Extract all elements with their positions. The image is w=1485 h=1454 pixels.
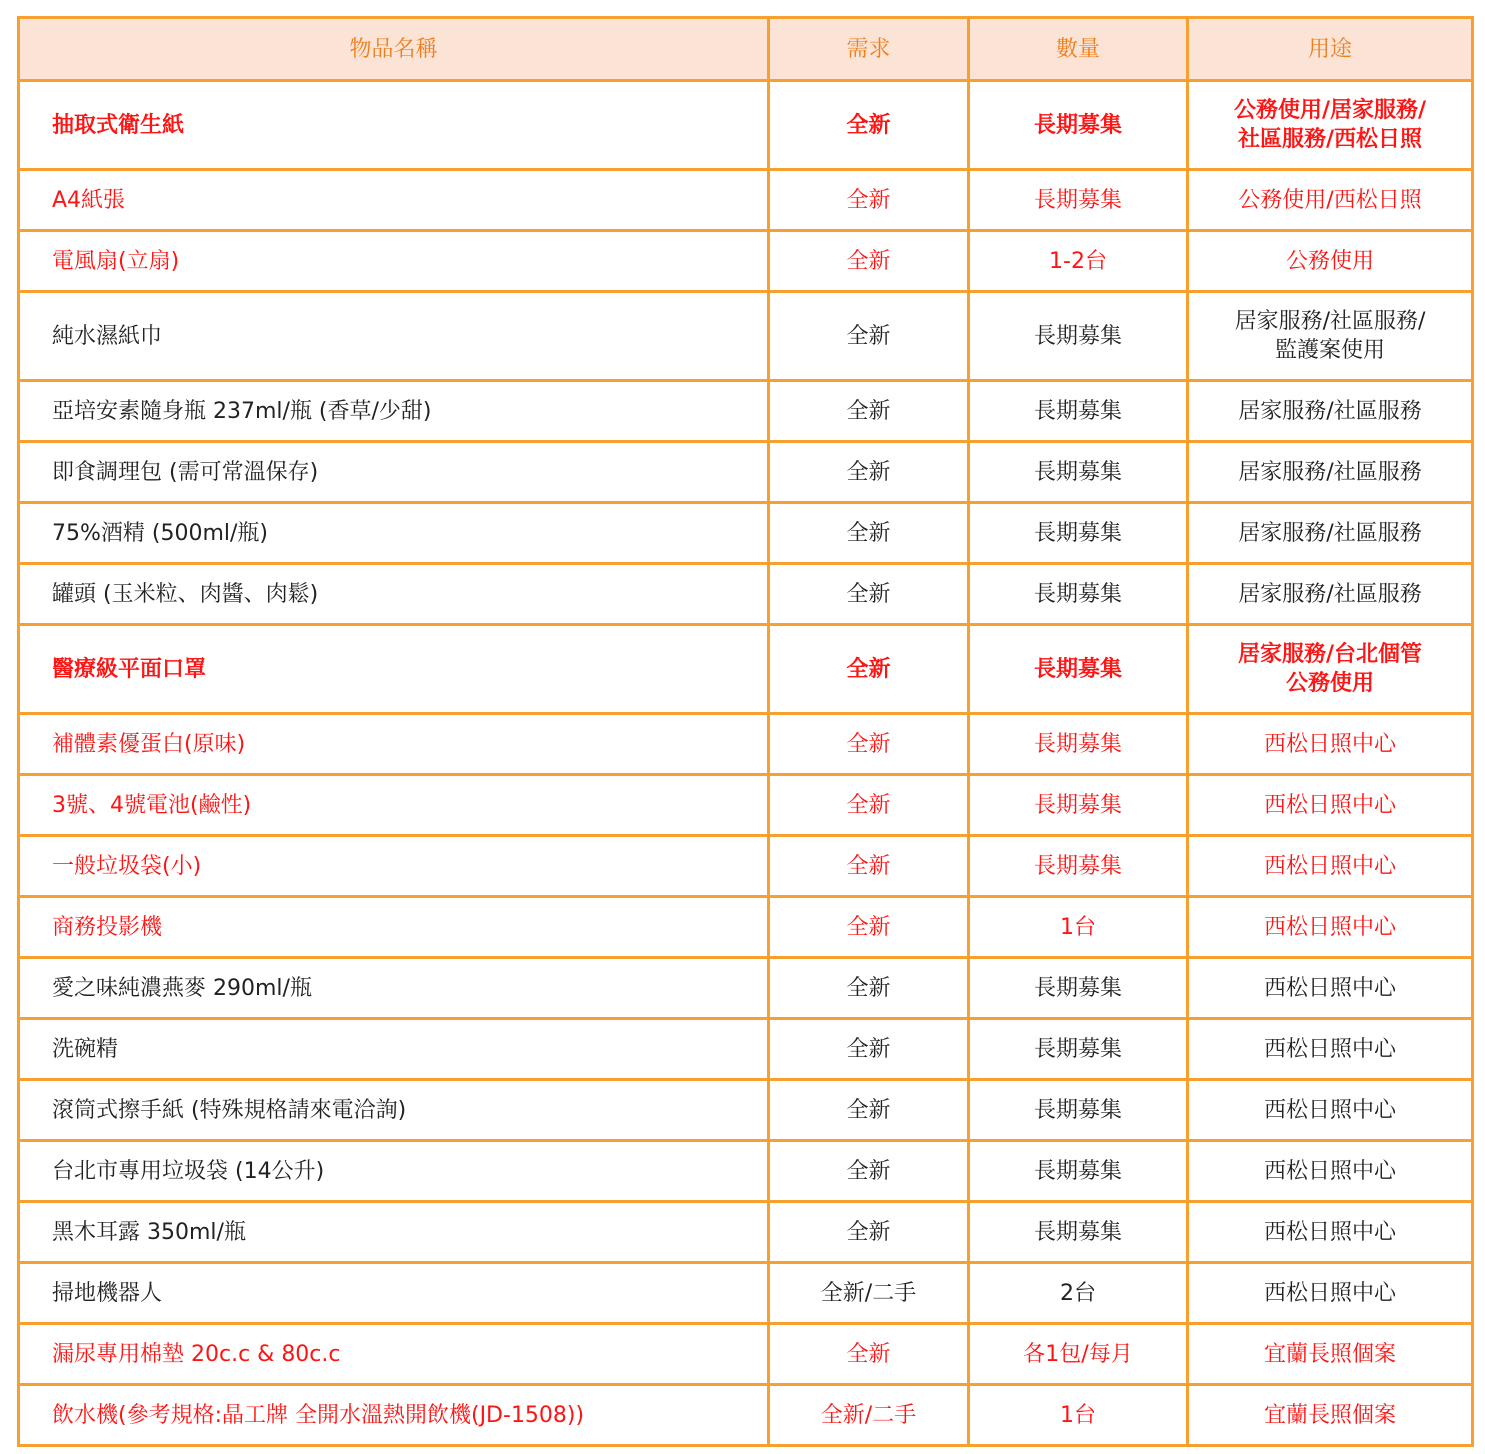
table-row <box>19 1324 1473 1385</box>
header-quantity: 數量 <box>969 18 1188 81</box>
donation-items-table <box>17 16 1474 1447</box>
item-need: 全新 <box>769 1019 969 1080</box>
table-header-row <box>19 18 1473 81</box>
item-purpose: 西松日照中心 <box>1188 1263 1473 1324</box>
item-need: 全新 <box>769 714 969 775</box>
table-row <box>19 714 1473 775</box>
table-row <box>19 1141 1473 1202</box>
table-body <box>19 81 1473 1446</box>
item-purpose: 居家服務/社區服務 <box>1188 381 1473 442</box>
table-row <box>19 381 1473 442</box>
item-purpose: 居家服務/社區服務 <box>1188 503 1473 564</box>
item-quantity: 各1包/每月 <box>969 1324 1188 1385</box>
table-row <box>19 897 1473 958</box>
item-purpose: 西松日照中心 <box>1188 1202 1473 1263</box>
item-name: 補體素優蛋白(原味) <box>19 714 769 775</box>
table-row <box>19 292 1473 381</box>
item-need: 全新/二手 <box>769 1263 969 1324</box>
header-item-name: 物品名稱 <box>19 18 769 81</box>
item-quantity: 長期募集 <box>969 775 1188 836</box>
table-row <box>19 1385 1473 1446</box>
item-purpose: 西松日照中心 <box>1188 958 1473 1019</box>
item-need: 全新 <box>769 442 969 503</box>
item-need: 全新 <box>769 897 969 958</box>
table-row <box>19 1263 1473 1324</box>
item-purpose: 居家服務/社區服務 <box>1188 442 1473 503</box>
item-name: 一般垃圾袋(小) <box>19 836 769 897</box>
item-quantity: 1台 <box>969 1385 1188 1446</box>
table-row <box>19 836 1473 897</box>
item-quantity: 2台 <box>969 1263 1188 1324</box>
item-name: A4紙張 <box>19 170 769 231</box>
table-row <box>19 442 1473 503</box>
item-quantity: 長期募集 <box>969 958 1188 1019</box>
item-purpose: 西松日照中心 <box>1188 836 1473 897</box>
item-quantity: 長期募集 <box>969 714 1188 775</box>
item-name: 漏尿專用棉墊 20c.c & 80c.c <box>19 1324 769 1385</box>
item-name: 掃地機器人 <box>19 1263 769 1324</box>
item-quantity: 長期募集 <box>969 170 1188 231</box>
item-need: 全新 <box>769 1080 969 1141</box>
item-quantity: 長期募集 <box>969 81 1188 170</box>
item-purpose: 居家服務/社區服務 <box>1188 564 1473 625</box>
table-row <box>19 958 1473 1019</box>
item-name: 純水濕紙巾 <box>19 292 769 381</box>
item-need: 全新 <box>769 625 969 714</box>
item-name: 即食調理包 (需可常溫保存) <box>19 442 769 503</box>
item-purpose: 宜蘭長照個案 <box>1188 1385 1473 1446</box>
table-row <box>19 775 1473 836</box>
item-purpose: 公務使用/西松日照 <box>1188 170 1473 231</box>
item-quantity: 1台 <box>969 897 1188 958</box>
item-quantity: 長期募集 <box>969 292 1188 381</box>
item-quantity: 長期募集 <box>969 1080 1188 1141</box>
item-need: 全新 <box>769 775 969 836</box>
item-purpose: 公務使用 <box>1188 231 1473 292</box>
item-name: 愛之味純濃燕麥 290ml/瓶 <box>19 958 769 1019</box>
table-row <box>19 503 1473 564</box>
table-row <box>19 1202 1473 1263</box>
donation-table-wrapper <box>17 16 1471 1447</box>
item-name: 黑木耳露 350ml/瓶 <box>19 1202 769 1263</box>
table-row <box>19 170 1473 231</box>
item-need: 全新 <box>769 381 969 442</box>
item-quantity: 長期募集 <box>969 625 1188 714</box>
item-quantity: 長期募集 <box>969 564 1188 625</box>
item-name: 洗碗精 <box>19 1019 769 1080</box>
item-quantity: 長期募集 <box>969 1019 1188 1080</box>
header-need: 需求 <box>769 18 969 81</box>
item-need: 全新 <box>769 1324 969 1385</box>
item-purpose: 西松日照中心 <box>1188 897 1473 958</box>
item-need: 全新 <box>769 958 969 1019</box>
item-purpose: 宜蘭長照個案 <box>1188 1324 1473 1385</box>
table-row <box>19 231 1473 292</box>
table-row <box>19 1019 1473 1080</box>
item-quantity: 長期募集 <box>969 503 1188 564</box>
item-purpose: 西松日照中心 <box>1188 1080 1473 1141</box>
item-purpose: 西松日照中心 <box>1188 714 1473 775</box>
item-quantity: 長期募集 <box>969 836 1188 897</box>
item-purpose: 西松日照中心 <box>1188 775 1473 836</box>
item-quantity: 長期募集 <box>969 381 1188 442</box>
table-row <box>19 564 1473 625</box>
item-name: 3號、4號電池(鹼性) <box>19 775 769 836</box>
item-purpose: 居家服務/社區服務/ 監護案使用 <box>1188 292 1473 381</box>
item-need: 全新 <box>769 170 969 231</box>
item-name: 台北市專用垃圾袋 (14公升) <box>19 1141 769 1202</box>
header-purpose: 用途 <box>1188 18 1473 81</box>
item-need: 全新 <box>769 292 969 381</box>
item-name: 飲水機(參考規格:晶工牌 全開水溫熱開飲機(JD-1508)) <box>19 1385 769 1446</box>
item-need: 全新 <box>769 1202 969 1263</box>
item-name: 醫療級平面口罩 <box>19 625 769 714</box>
item-purpose: 西松日照中心 <box>1188 1019 1473 1080</box>
item-quantity: 長期募集 <box>969 1202 1188 1263</box>
item-purpose: 西松日照中心 <box>1188 1141 1473 1202</box>
item-name: 罐頭 (玉米粒、肉醬、肉鬆) <box>19 564 769 625</box>
item-quantity: 長期募集 <box>969 1141 1188 1202</box>
item-need: 全新 <box>769 1141 969 1202</box>
item-name: 商務投影機 <box>19 897 769 958</box>
table-row <box>19 625 1473 714</box>
item-name: 抽取式衛生紙 <box>19 81 769 170</box>
table-row <box>19 1080 1473 1141</box>
item-purpose: 公務使用/居家服務/ 社區服務/西松日照 <box>1188 81 1473 170</box>
item-need: 全新 <box>769 836 969 897</box>
item-need: 全新 <box>769 503 969 564</box>
item-name: 亞培安素隨身瓶 237ml/瓶 (香草/少甜) <box>19 381 769 442</box>
item-name: 滾筒式擦手紙 (特殊規格請來電洽詢) <box>19 1080 769 1141</box>
item-need: 全新 <box>769 564 969 625</box>
item-need: 全新 <box>769 81 969 170</box>
table-row <box>19 81 1473 170</box>
item-quantity: 長期募集 <box>969 442 1188 503</box>
item-name: 電風扇(立扇) <box>19 231 769 292</box>
item-need: 全新/二手 <box>769 1385 969 1446</box>
item-need: 全新 <box>769 231 969 292</box>
item-name: 75%酒精 (500ml/瓶) <box>19 503 769 564</box>
item-purpose: 居家服務/台北個管 公務使用 <box>1188 625 1473 714</box>
item-quantity: 1-2台 <box>969 231 1188 292</box>
